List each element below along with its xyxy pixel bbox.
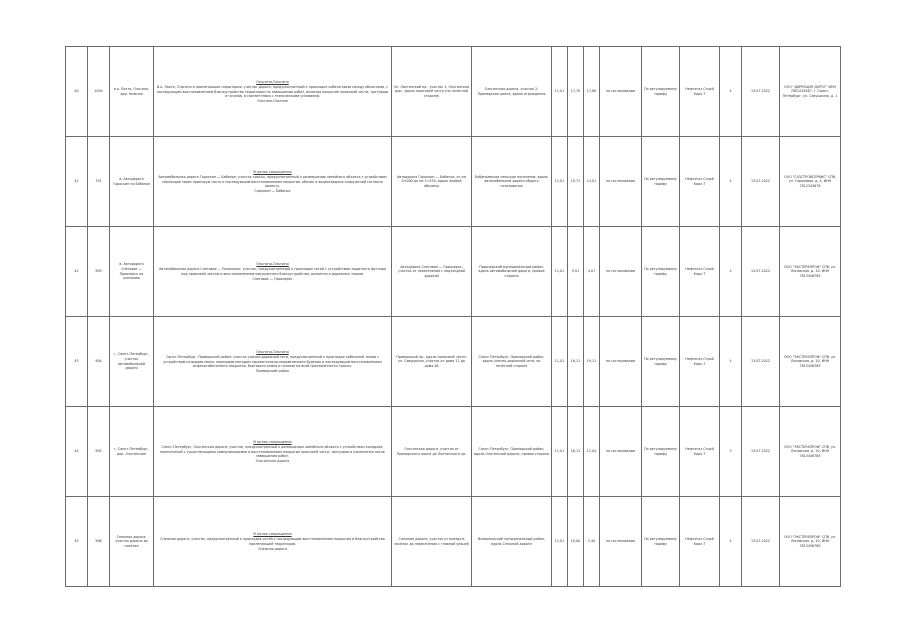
row-description	[154, 497, 392, 587]
row-value-3: 4,07	[584, 227, 600, 317]
row-value-3: 2,40	[584, 497, 600, 587]
row-value-1: 11,01	[552, 137, 568, 227]
register-table	[65, 46, 841, 587]
description-title: В целях сокращения	[253, 169, 292, 174]
row-code: 1094	[88, 47, 110, 137]
description-subtitle: Снеговое — Приозерск	[252, 276, 293, 281]
row-description	[154, 227, 392, 317]
description-subtitle: Приморский район	[256, 368, 289, 373]
row-code: 701	[88, 137, 110, 227]
description-body: Автомобильная дорога Снеговое — Приозерск: участок, предусмотренный к прокладке сетей с устройством защитного футляра под проезжей частью и восстановлением нарушенного благоустройства, разметки и дорожных знаков.	[159, 267, 386, 276]
row-address-1: Автодорога Гороскин — Бабанье, от км 0+000 до км 2+450, вдоль правой обочины	[392, 137, 472, 227]
description-title: В целях сокращения	[253, 531, 292, 536]
row-value-2: 16,11	[568, 407, 584, 497]
row-organization: Нефтегаз-Строй Карл-Т	[680, 407, 720, 497]
row-address-1: Автодорога Снеговое — Приозерск, участок от пересечения с подъездной дорогой	[392, 227, 472, 317]
row-quantity: 4	[720, 227, 742, 317]
row-value-2: 16,11	[568, 317, 584, 407]
row-address-1: Снежная дорога, участок от въезда в посёлок до пересечения с главной улицей	[392, 497, 472, 587]
row-code: 906	[88, 497, 110, 587]
row-address-2: Санкт-Петербург, Приморский район, вдоль улично-дорожной сети, по нечётной стороне	[472, 317, 552, 407]
row-address-2: Всеволожский муниципальный район, вдоль Снежной дороги	[472, 497, 552, 587]
row-tariff-type: По регулируемому тарифу	[642, 407, 680, 497]
row-organization: Нефтегаз-Строй Карл-Т	[680, 317, 720, 407]
row-value-3: 17,80	[584, 47, 600, 137]
row-value-2: 19,72	[568, 137, 584, 227]
row-tariff-type: По регулируемому тарифу	[642, 227, 680, 317]
row-organization: Нефтегаз-Строй Карл-Т	[680, 497, 720, 587]
row-stage: на согласовании	[600, 497, 642, 587]
row-address-2: Бабаньевское сельское поселение, вдоль автомобильной дороги общего пользования	[472, 137, 552, 227]
row-date: 13.07.2022	[742, 227, 780, 317]
description-title: В целях сокращения	[253, 439, 292, 444]
row-value-1: 11,01	[552, 47, 568, 137]
row-location: в. Автодорога Гороскин по Бабанье	[110, 137, 154, 227]
row-value-1: 11,01	[552, 317, 568, 407]
row-date: 13.07.2022	[742, 317, 780, 407]
row-value-1: 11,01	[552, 227, 568, 317]
row-customer: ООО "ЭКСТЕРАПРОФ" СПб, ул. Лиговская, д. 10, ИНН 7813456789	[780, 227, 841, 317]
row-number: 44	[66, 407, 88, 497]
row-code: 903	[88, 227, 110, 317]
row-number: 40	[66, 47, 88, 137]
row-stage: на согласовании	[600, 227, 642, 317]
row-stage: на согласовании	[600, 317, 642, 407]
row-value-3: 12,04	[584, 407, 600, 497]
row-number: 43	[66, 317, 88, 407]
table-row	[66, 317, 841, 407]
row-number: 41	[66, 137, 88, 227]
row-location: г. Санкт-Петербург, участок автомобильной дороги	[110, 317, 154, 407]
table-row	[66, 407, 841, 497]
row-value-3: 14,01	[584, 137, 600, 227]
row-number: 45	[66, 497, 88, 587]
description-title: Ольгино-Ольгино	[256, 349, 289, 354]
row-value-3: 19,11	[584, 317, 600, 407]
row-value-2: 17,70	[568, 47, 584, 137]
row-organization: Нефтегаз-Строй Карл-Т	[680, 227, 720, 317]
row-number: 42	[66, 227, 88, 317]
row-address-1: Ул. Лахтинский пр., участок 1; Ольгинская дор., вдоль проезжей части (по нечётной стороне)	[392, 47, 472, 137]
table-row	[66, 137, 841, 227]
row-value-2: 9,01	[568, 227, 584, 317]
row-location: Снежная дорога, участок дороги до посёлка	[110, 497, 154, 587]
table-row	[66, 497, 841, 587]
row-tariff-type: По регулируемому тарифу	[642, 497, 680, 587]
row-tariff-type: По регулируемому тарифу	[642, 317, 680, 407]
row-organization: Нефтегаз-Строй Карл-Т	[680, 47, 720, 137]
row-stage: на согласовании	[600, 407, 642, 497]
table-row	[66, 47, 841, 137]
row-date: 13.07.2022	[742, 47, 780, 137]
description-subtitle: Ольгино-Ольгино	[257, 98, 288, 103]
row-value-2: 10,00	[568, 497, 584, 587]
description-subtitle: Гороскин — Бабанье	[254, 188, 291, 193]
row-quantity: 3	[720, 407, 742, 497]
row-quantity: 4	[720, 137, 742, 227]
row-date: 13.07.2022	[742, 407, 780, 497]
row-date: 13.07.2022	[742, 497, 780, 587]
row-address-1: Ольгинская дорога, участок от Приморского шоссе до Лахтинского пр.	[392, 407, 472, 497]
row-quantity: 4	[720, 47, 742, 137]
description-body: Снежная дорога: участок, предусмотренный к прокладке сетей с последующим восстановлением покрытия и благоустройства прилегающей территории.	[160, 537, 385, 546]
row-description	[154, 317, 392, 407]
description-body: В.о. Лахта, Ольгино и прилегающая территория: участок дороги, предусмотренный к прокладке кабеля связи между объектами, с последующим восстановлением благоустройства территории по завершении работ, включая покрытие проезжей части, тротуаров и газонов, в соответствии с техническими условиями.	[156, 85, 389, 99]
row-quantity: 4	[720, 497, 742, 587]
row-customer: ООО "ГАЗСТРОЙСЕРВИС" СПб, ул. Гороховая, д. 4, ИНН 7812345678	[780, 137, 841, 227]
row-customer: ООО "ЭКСТЕРАПРОФ" СПб, ул. Лиговская, д. 10, ИНН 7813456789	[780, 497, 841, 587]
description-subtitle: Ольгинская дорога	[255, 458, 290, 463]
row-address-1: Приморский пр., вдоль проезжей части; ул. Савушкина, участок от дома 12 до дома 48	[392, 317, 472, 407]
row-stage: на согласовании	[600, 137, 642, 227]
row-stage: на согласовании	[600, 47, 642, 137]
row-quantity: 4	[720, 317, 742, 407]
row-organization: Нефтегаз-Строй Карл-Т	[680, 137, 720, 227]
table-row	[66, 227, 841, 317]
row-description	[154, 137, 392, 227]
description-body: Санкт-Петербург, Приморский район: участок улично-дорожной сети, предусмотренный к прокладке кабельной линии с устройством колодцев связи, переходов методом горизонтально-направленного бурения и последующим восстановлением асфальтобетонного покрытия, бортового камня и газонов по всей протяжённости трассы.	[163, 355, 382, 369]
row-customer: ООО "ЭКСТЕРАПРОФ" СПб, ул. Лиговская, д. 10, ИНН 7813456789	[780, 317, 841, 407]
row-location: в. Автодорога Снеговое — Приозерск по указанию	[110, 227, 154, 317]
row-code: 904	[88, 317, 110, 407]
row-customer: ООО "ДИРЕКЦИЯ ДОРОГ" ИНН 7801234567, г. Санкт-Петербург, ул. Савушкина, д. 1	[780, 47, 841, 137]
row-address-2: Санкт-Петербург, Приморский район, вдоль Ольгинской дороги, правая сторона	[472, 407, 552, 497]
row-customer: ООО "ЭКСТЕРАПРОФ" СПб, ул. Лиговская, д. 10, ИНН 7813456789	[780, 407, 841, 497]
description-body: Санкт-Петербург, Ольгинская дорога: участок, предусмотренный к размещению линейного объекта с устройством колодцев, пересечений с существующими коммуникациями и восстановлением покрытия проезжей части, тротуаров и озеленения после завершения работ.	[160, 445, 385, 459]
row-location: в.о. Лахта, Ольгино, дор. Нижняя	[110, 47, 154, 137]
description-body: Автомобильная дорога Гороскин — Бабанье: участок трассы, предусмотренный к размещению линейного объекта с устройством переходов через проезжую часть и последующим восстановлением покрытия, обочин и водоотводных сооружений согласно проекту.	[158, 175, 387, 189]
description-title: Ольгино-Ольгино	[256, 261, 289, 266]
row-address-2: Ольгинская дорога, участок 2; Приморское шоссе, вдоль ограждения	[472, 47, 552, 137]
row-tariff-type: По регулируемому тарифу	[642, 47, 680, 137]
description-title: Ольгино-Ольгино	[256, 79, 289, 84]
row-value-1: 11,01	[552, 497, 568, 587]
row-code: 905	[88, 407, 110, 497]
row-description	[154, 407, 392, 497]
row-value-1: 11,01	[552, 407, 568, 497]
row-tariff-type: По регулируемому тарифу	[642, 137, 680, 227]
row-address-2: Приозерский муниципальный район, вдоль автомобильной дороги, правая сторона	[472, 227, 552, 317]
row-date: 13.07.2022	[742, 137, 780, 227]
row-description	[154, 47, 392, 137]
row-location: г. Санкт-Петербург, дор. Ольгинская	[110, 407, 154, 497]
description-subtitle: Снежная дорога	[258, 546, 287, 551]
